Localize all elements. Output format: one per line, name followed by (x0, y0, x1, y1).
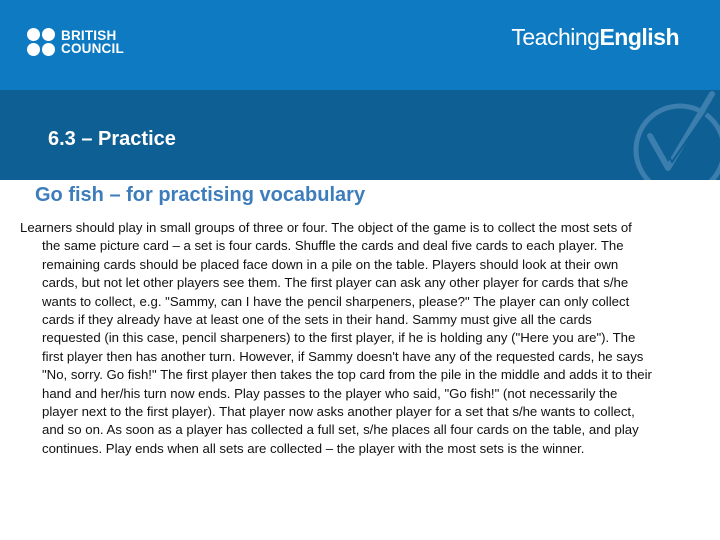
brand-bold: English (599, 24, 679, 50)
logo-dots-icon (27, 28, 55, 56)
teaching-english-logo (511, 24, 679, 51)
body-paragraph: Learners should play in small groups of three or four. The object of the game is to collect the most sets of the same picture card – a set is four cards. Shuffle the cards and deal five cards to each player. The remaining cards should be placed face down in a pile on the table. Players should look at their own cards, but not let other players see them. The first player can ask any other player for cards that s/he wants to collect, e.g. "Sammy, can I have the pencil sharpeners, please?" The player can only collect cards if they already have at least one of the sets in their hand. Sammy must give all the cards requested (in this case, pencil sharpeners) to the first player, if he is holding any ("Here you are"). The first player then has another turn. However, if Sammy doesn't have any of the requested cards, he says "No, sorry. Go fish!" The first player then takes the top card from the pile in the middle and adds it to their hand and her/his turn now ends. Play passes to the player who said, "Go fish!" (not necessarily the player next to the first player). That player now asks another player for a set that s/he wants to collect, and so on. As soon as a player has collected a full set, s/he places all four cards on the table, and play continues. Play ends when all sets are collected – the player with the most sets is the winner. (20, 220, 652, 456)
logo-text (61, 29, 124, 55)
header-banner (0, 0, 720, 90)
british-council-logo (27, 28, 124, 56)
brand-light: Teaching (511, 24, 600, 50)
body-text (20, 219, 652, 458)
checkmark-watermark-icon (612, 90, 720, 180)
slide-title: 6.3 – Practice (48, 128, 176, 150)
slide-subtitle: Go fish – for practising vocabulary (35, 184, 366, 206)
logo-line-2: COUNCIL (61, 41, 124, 56)
logo-line-1: BRITISH (61, 28, 117, 43)
